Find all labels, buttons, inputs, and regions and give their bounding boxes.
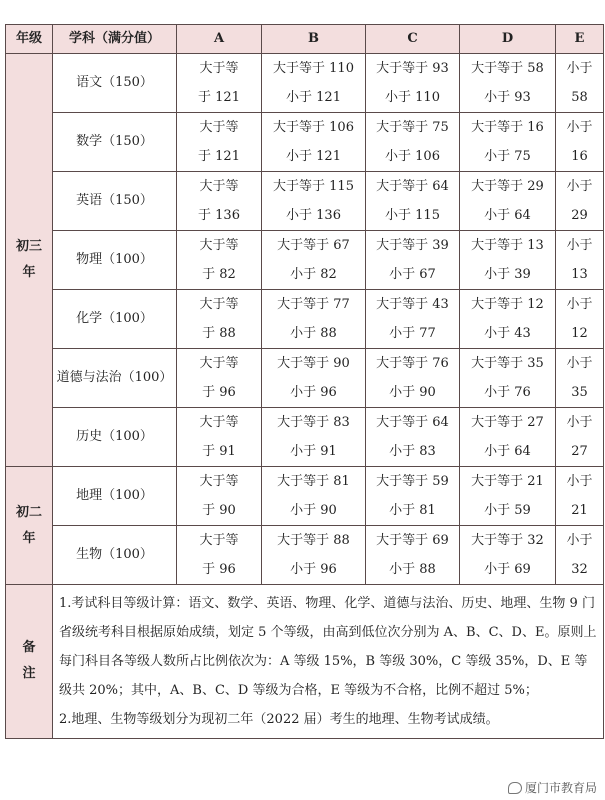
- subject-cell: 英语（150）: [53, 172, 177, 231]
- table-row: [6, 113, 604, 172]
- grade-d-cell: [460, 526, 556, 585]
- header-e: E: [556, 25, 604, 54]
- grade-a-line: 大于等: [199, 297, 239, 312]
- grade-b-cell: [262, 408, 366, 467]
- grade-a-cell: [177, 54, 262, 113]
- notes-row: [6, 585, 604, 739]
- grade-c-line: 小于 77: [389, 326, 436, 341]
- grade-a-cell: [177, 231, 262, 290]
- grade-b-line: 大于等于 88: [277, 533, 350, 548]
- grade-b-line: 小于 82: [290, 267, 337, 282]
- grade-d-line: 小于 76: [484, 385, 531, 400]
- grade-c-line: 小于 110: [385, 90, 440, 105]
- grade-d-cell: [460, 408, 556, 467]
- grade-b-cell: [262, 290, 366, 349]
- grade-b-cell: [262, 349, 366, 408]
- subject-cell: 历史（100）: [53, 408, 177, 467]
- grade-group-cell: [6, 467, 53, 585]
- grade-c-line: 大于等于 69: [376, 533, 449, 548]
- grade-b-line: 大于等于 90: [277, 356, 350, 371]
- grade-c-line: 小于 106: [385, 149, 440, 164]
- grade-d-cell: [460, 349, 556, 408]
- grade-b-cell: [262, 526, 366, 585]
- grade-d-cell: [460, 467, 556, 526]
- grade-a-cell: [177, 349, 262, 408]
- header-c: C: [366, 25, 460, 54]
- grade-d-cell: [460, 231, 556, 290]
- grade-e-cell: [556, 172, 604, 231]
- grade-body: [6, 54, 604, 585]
- grade-b-line: 小于 121: [286, 149, 341, 164]
- grade-d-line: 大于等于 29: [471, 179, 544, 194]
- grade-a-cell: [177, 172, 262, 231]
- grade-c-line: 大于等于 39: [376, 238, 449, 253]
- grade-e-line: 小于: [566, 533, 593, 548]
- grade-d-line: 大于等于 16: [471, 120, 544, 135]
- grade-b-line: 大于等于 115: [273, 179, 354, 194]
- grade-b-line: 大于等于 67: [277, 238, 350, 253]
- grade-c-line: 大于等于 64: [376, 415, 449, 430]
- grade-a-line: 于 121: [198, 90, 240, 105]
- grade-c-line: 大于等于 93: [376, 61, 449, 76]
- grade-a-line: 大于等: [199, 238, 239, 253]
- grade-c-cell: [366, 172, 460, 231]
- grade-c-cell: [366, 467, 460, 526]
- grade-c-line: 大于等于 43: [376, 297, 449, 312]
- header-grade: 年级: [6, 25, 53, 54]
- table-row: [6, 349, 604, 408]
- grade-e-cell: [556, 54, 604, 113]
- grade-a-line: 大于等: [199, 61, 239, 76]
- grade-c-cell: [366, 231, 460, 290]
- grade-d-line: 小于 39: [484, 267, 531, 282]
- grade-e-line: 小于: [566, 297, 593, 312]
- grade-group-label: 初三 年: [15, 239, 42, 280]
- grade-c-line: 小于 83: [389, 444, 436, 459]
- grade-e-line: 小于: [566, 415, 593, 430]
- table-row: [6, 54, 604, 113]
- grade-a-line: 大于等: [199, 474, 239, 489]
- grade-b-line: 小于 96: [290, 562, 337, 577]
- subject-cell: 道德与法治（100）: [53, 349, 177, 408]
- grade-c-cell: [366, 113, 460, 172]
- grade-b-line: 大于等于 106: [273, 120, 354, 135]
- grade-b-cell: [262, 54, 366, 113]
- grade-d-line: 大于等于 32: [471, 533, 544, 548]
- grade-e-cell: [556, 526, 604, 585]
- grade-a-cell: [177, 408, 262, 467]
- grade-c-line: 小于 90: [389, 385, 436, 400]
- grade-e-line: 13: [571, 267, 588, 282]
- table-row: [6, 290, 604, 349]
- header-b: B: [262, 25, 366, 54]
- grade-b-line: 小于 88: [290, 326, 337, 341]
- grade-e-line: 小于: [566, 120, 593, 135]
- grade-b-cell: [262, 467, 366, 526]
- grade-a-line: 大于等: [199, 533, 239, 548]
- grade-e-cell: [556, 231, 604, 290]
- grade-e-line: 35: [571, 385, 588, 400]
- grade-a-line: 于 82: [202, 267, 236, 282]
- grade-c-line: 小于 88: [389, 562, 436, 577]
- grade-a-cell: [177, 290, 262, 349]
- grade-a-line: 于 91: [202, 444, 236, 459]
- grade-b-cell: [262, 113, 366, 172]
- grade-b-cell: [262, 172, 366, 231]
- grade-c-cell: [366, 290, 460, 349]
- grade-e-cell: [556, 349, 604, 408]
- grade-e-line: 27: [571, 444, 588, 459]
- watermark: [508, 779, 597, 796]
- grade-e-line: 小于: [566, 61, 593, 76]
- grade-e-line: 16: [571, 149, 588, 164]
- grade-e-cell: [556, 290, 604, 349]
- grade-e-line: 小于: [566, 474, 593, 489]
- grade-c-line: 小于 115: [385, 208, 440, 223]
- grade-d-line: 大于等于 27: [471, 415, 544, 430]
- grade-a-line: 于 136: [198, 208, 240, 223]
- grade-a-line: 于 88: [202, 326, 236, 341]
- grade-d-line: 小于 43: [484, 326, 531, 341]
- grade-d-line: 大于等于 13: [471, 238, 544, 253]
- notes-line-1: 1.考试科目等级计算：语文、数学、英语、物理、化学、道德与法治、历史、地理、生物 9 门省级统考科目根据原始成绩，划定 5 个等级，由高到低位次分别为 A、B、C、D、E。原则上每门科目各等级人数所占比例依次为：A 等级 15%，B 等级 30%，C 等级 35%，D、E 等级共 20%；其中，A、B、C、D 等级为合格，E 等级为不合格，比例不超过 5%；: [59, 596, 597, 698]
- subject-cell: 化学（100）: [53, 290, 177, 349]
- grade-e-line: 21: [571, 503, 588, 518]
- grade-e-line: 小于: [566, 179, 593, 194]
- grade-a-line: 大于等: [199, 120, 239, 135]
- grade-e-line: 小于: [566, 356, 593, 371]
- grade-e-line: 58: [571, 90, 588, 105]
- grade-d-line: 小于 59: [484, 503, 531, 518]
- table-row: [6, 172, 604, 231]
- grade-b-line: 小于 136: [286, 208, 341, 223]
- grade-c-cell: [366, 408, 460, 467]
- subject-cell: 生物（100）: [53, 526, 177, 585]
- grade-b-line: 小于 91: [290, 444, 337, 459]
- grade-a-cell: [177, 526, 262, 585]
- grade-d-cell: [460, 54, 556, 113]
- grade-a-line: 于 121: [198, 149, 240, 164]
- grade-d-line: 大于等于 35: [471, 356, 544, 371]
- table-row: [6, 231, 604, 290]
- header-a: A: [177, 25, 262, 54]
- grade-b-cell: [262, 231, 366, 290]
- grade-d-cell: [460, 172, 556, 231]
- grade-c-cell: [366, 54, 460, 113]
- grade-b-line: 小于 96: [290, 385, 337, 400]
- grade-group-label: 初二 年: [15, 504, 42, 546]
- grade-a-line: 于 96: [202, 562, 236, 577]
- grade-e-cell: [556, 467, 604, 526]
- subject-cell: 数学（150）: [53, 113, 177, 172]
- grade-d-line: 小于 75: [484, 149, 531, 164]
- grade-c-line: 大于等于 59: [376, 474, 449, 489]
- grade-d-line: 小于 69: [484, 562, 531, 577]
- table-row: [6, 467, 604, 526]
- grade-a-cell: [177, 113, 262, 172]
- grade-c-line: 大于等于 75: [376, 120, 449, 135]
- watermark-text: 厦门市教育局: [524, 781, 597, 795]
- grade-a-line: 于 96: [202, 385, 236, 400]
- grade-d-cell: [460, 113, 556, 172]
- grade-e-line: 29: [571, 208, 588, 223]
- grade-e-line: 32: [571, 562, 588, 577]
- notes-label: 备 注: [22, 640, 36, 681]
- grade-e-line: 12: [571, 326, 588, 341]
- grade-a-line: 大于等: [199, 179, 239, 194]
- grade-e-cell: [556, 408, 604, 467]
- grade-a-line: 大于等: [199, 356, 239, 371]
- grade-b-line: 大于等于 83: [277, 415, 350, 430]
- grade-c-line: 大于等于 64: [376, 179, 449, 194]
- grade-e-line: 小于: [566, 238, 593, 253]
- grade-table: [5, 24, 604, 739]
- table-row: [6, 526, 604, 585]
- grade-c-cell: [366, 349, 460, 408]
- grade-b-line: 大于等于 77: [277, 297, 350, 312]
- header-d: D: [460, 25, 556, 54]
- subject-cell: 物理（100）: [53, 231, 177, 290]
- grade-a-line: 大于等: [199, 415, 239, 430]
- grade-c-cell: [366, 526, 460, 585]
- subject-cell: 地理（100）: [53, 467, 177, 526]
- notes-label-cell: [6, 585, 53, 739]
- grade-e-cell: [556, 113, 604, 172]
- grade-a-line: 于 90: [202, 503, 236, 518]
- grade-d-line: 小于 64: [484, 208, 531, 223]
- table-row: [6, 408, 604, 467]
- grade-b-line: 小于 121: [286, 90, 341, 105]
- grade-b-line: 大于等于 81: [277, 474, 350, 489]
- notes-body: [53, 585, 604, 739]
- wechat-icon: [508, 782, 522, 794]
- grade-d-line: 小于 93: [484, 90, 531, 105]
- subject-cell: 语文（150）: [53, 54, 177, 113]
- grade-c-line: 小于 67: [389, 267, 436, 282]
- grade-c-line: 大于等于 76: [376, 356, 449, 371]
- grade-d-line: 小于 64: [484, 444, 531, 459]
- grade-a-cell: [177, 467, 262, 526]
- grade-d-cell: [460, 290, 556, 349]
- grade-b-line: 小于 90: [290, 503, 337, 518]
- notes-line-2: 2.地理、生物等级划分为现初二年（2022 届）考生的地理、生物考试成绩。: [59, 712, 499, 727]
- grade-d-line: 大于等于 12: [471, 297, 544, 312]
- header-subject: 学科（满分值）: [53, 25, 177, 54]
- grade-d-line: 大于等于 21: [471, 474, 544, 489]
- grade-b-line: 大于等于 110: [273, 61, 354, 76]
- grade-d-line: 大于等于 58: [471, 61, 544, 76]
- grade-group-cell: [6, 54, 53, 467]
- grade-c-line: 小于 81: [389, 503, 436, 518]
- header-row: [6, 25, 604, 54]
